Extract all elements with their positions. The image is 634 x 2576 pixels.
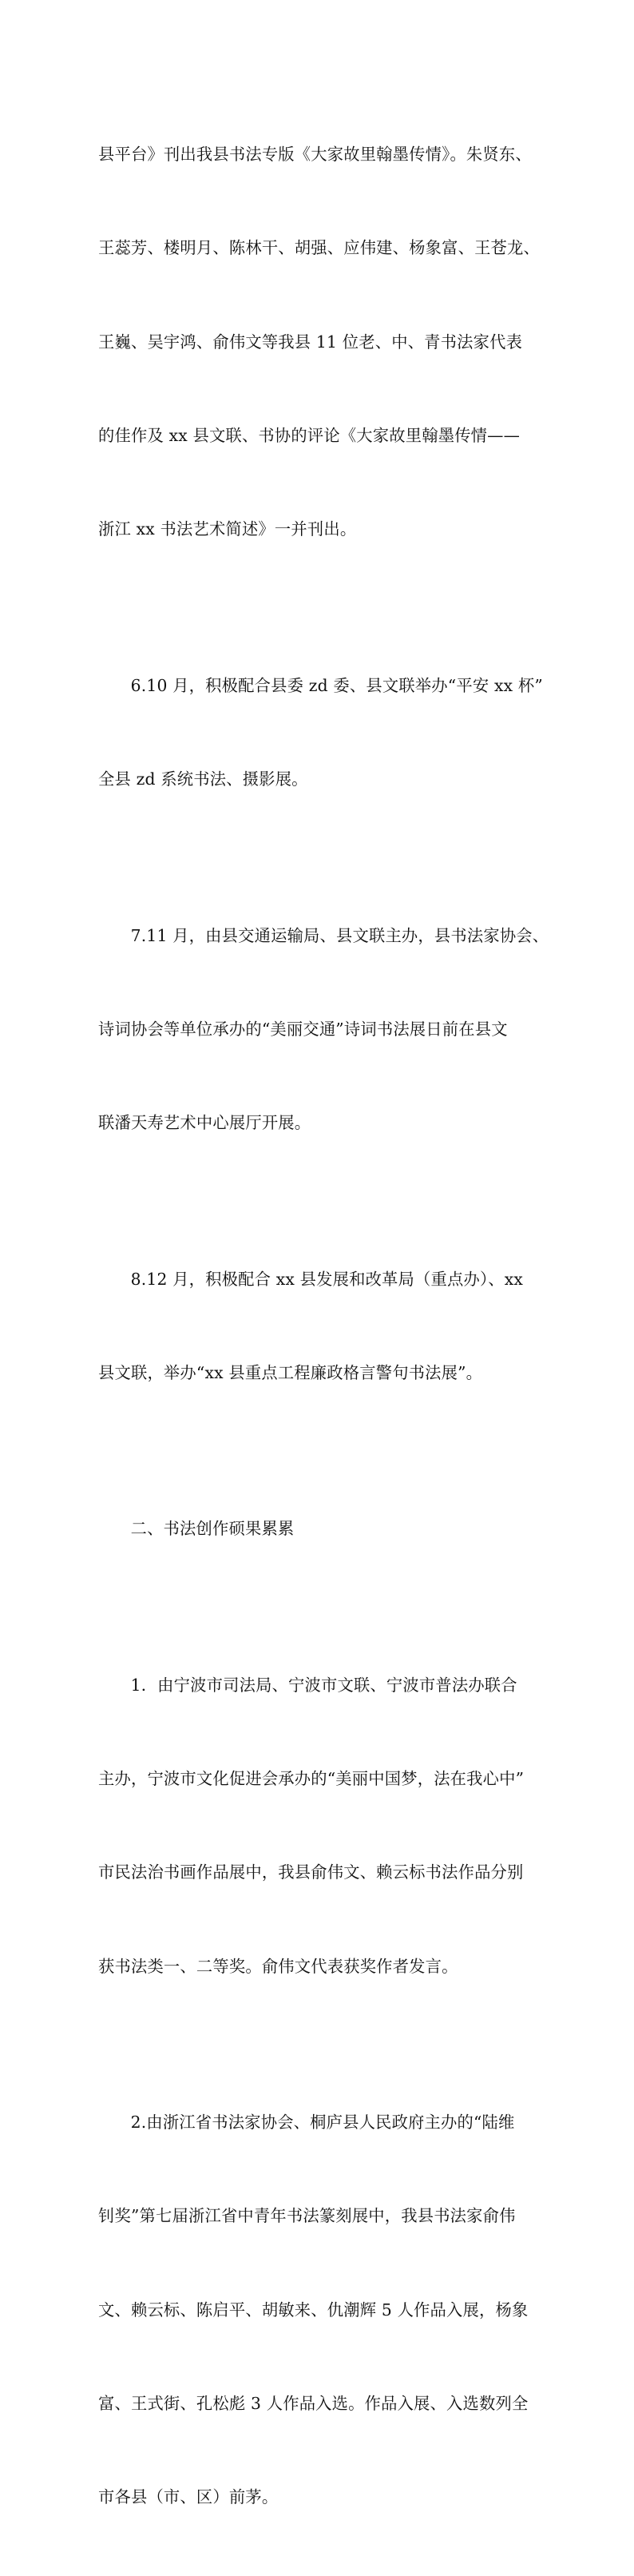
section-heading [98,1451,539,1607]
text-line: 二、书法创作硕果累累 [130,1519,295,1539]
text-line: 主办，宁波市文化促进会承办的“美丽中国梦，法在我心中” [98,1769,525,1789]
text-line: 6.10 月，积极配合县委 zd 委、县文联举办“平安 xx 杯” [130,675,543,695]
text-line: 王蕊芳、楼明月、陈林干、胡强、应伟建、杨象富、王苍龙、 [98,238,540,258]
text-line: 获书法类一、二等奖。俞伟文代表获奖作者发言。 [98,1956,458,1976]
paragraph-item-8 [98,1201,539,1451]
text-line: 联潘天寿艺术中心展厅开展。 [98,1113,311,1133]
text-line: 8.12 月，积极配合 xx 县发展和改革局（重点办）、xx [130,1269,524,1289]
paragraph-item-6 [98,608,543,858]
text-line: 文、赖云标、陈启平、胡敏来、仇潮辉 5 人作品入展，杨象 [98,2300,529,2320]
text-line: 县平台》刊出我县书法专版《大家故里翰墨传情》。朱贤东、 [98,145,532,165]
text-line: 富、王式街、孔松彪 3 人作品入选。作品入展、入选数列全 [98,2393,529,2413]
text-line: 诗词协会等单位承办的“美丽交通”诗词书法展日前在县文 [98,1019,508,1039]
text-line: 钊奖”第七届浙江省中青年书法篆刻展中，我县书法家俞伟 [98,2206,516,2226]
text-line: 1．由宁波市司法局、宁波市文联、宁波市普法办联合 [130,1675,517,1695]
text-line: 全县 zd 系统书法、摄影展。 [98,769,308,789]
paragraph-item-7 [98,857,549,1201]
text-line: 市各县（市、区）前茅。 [98,2487,279,2507]
paragraph-publication [98,77,539,608]
text-line: 的佳作及 xx 县文联、书协的评论《大家故里翰墨传情—— [98,426,521,446]
paragraph-award-2 [98,2045,539,2576]
text-line: 2.由浙江省书法家协会、桐庐县人民政府主办的“陆维 [130,2113,515,2133]
text-line: 王巍、吴宇鸿、俞伟文等我县 11 位老、中、青书法家代表 [98,332,523,352]
text-line: 县文联，举办“xx 县重点工程廉政格言警句书法展”。 [98,1362,483,1382]
text-line: 浙江 xx 书法艺术简述》一并刊出。 [98,519,357,539]
paragraph-award-1 [98,1608,539,2045]
document-body [98,77,549,2576]
text-line: 市民法治书画作品展中，我县俞伟文、赖云标书法作品分别 [98,1862,524,1882]
text-line: 7.11 月，由县交通运输局、县文联主办，县书法家协会、 [130,925,549,945]
